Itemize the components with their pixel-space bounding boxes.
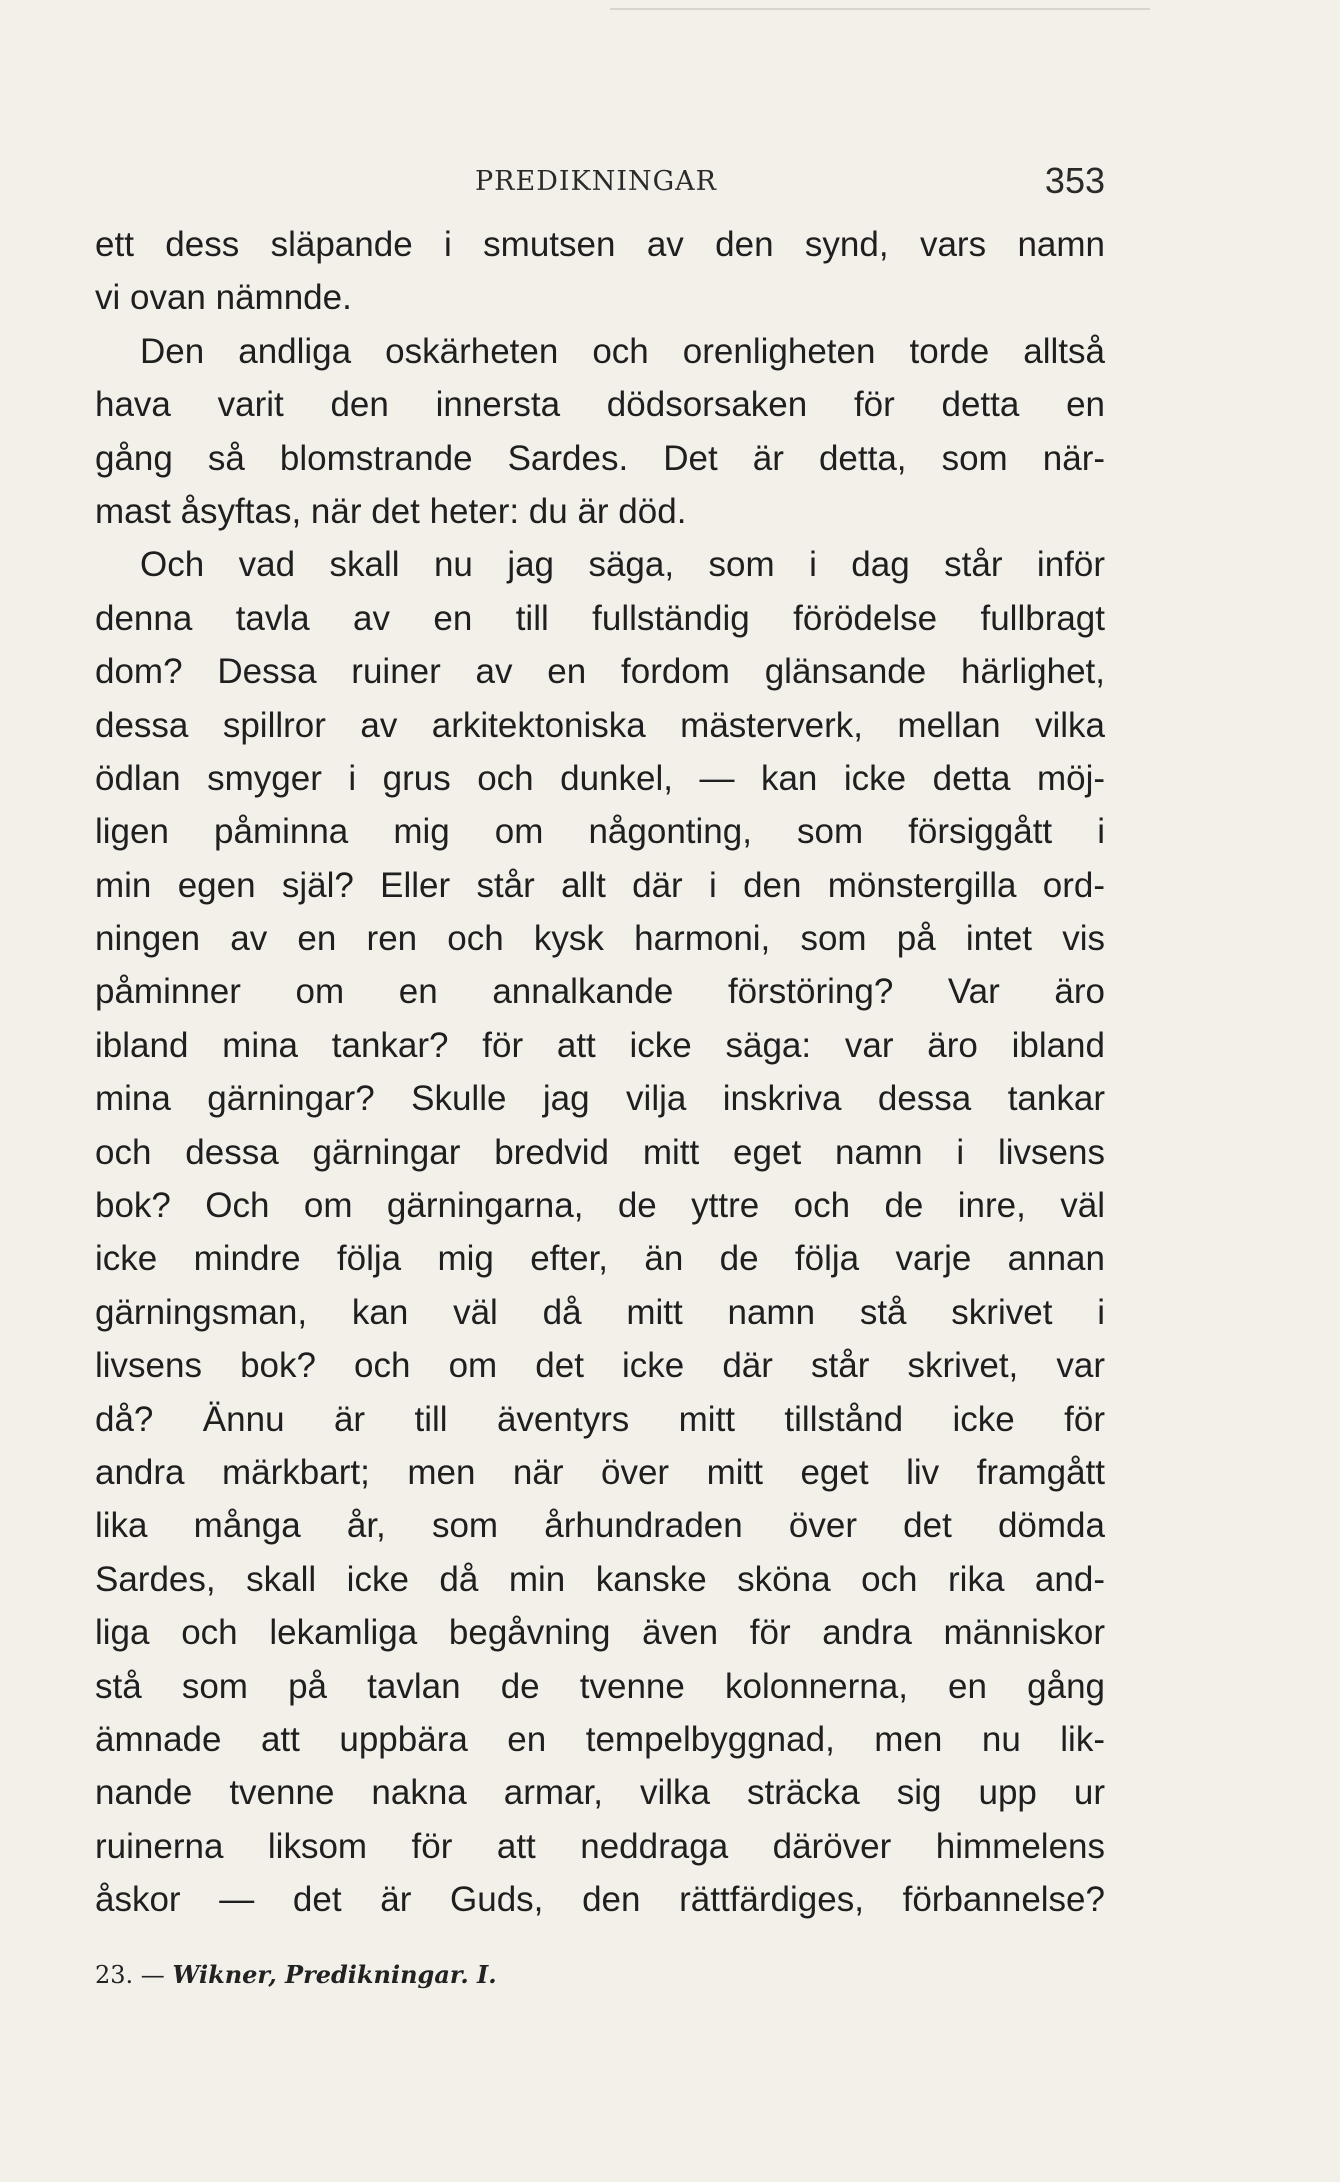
text-line: påminner om en annalkande förstöring? Var äro	[95, 972, 1105, 1012]
text-line: lika många år, som århundraden över det dömda	[95, 1506, 1105, 1546]
text-line: gärningsman, kan väl då mitt namn stå skrivet i	[95, 1292, 1105, 1332]
text-line: mast åsyftas, när det heter: du är död.	[95, 491, 687, 531]
text-line: gång så blomstrande Sardes. Det är detta, som när-	[95, 438, 1105, 478]
text-line: hava varit den innersta dödsorsaken för detta en	[95, 385, 1105, 425]
text-line: bok? Och om gärningarna, de yttre och de inre, väl	[95, 1186, 1105, 1226]
text-line: åskor — det är Guds, den rättfärdiges, förbannelse?	[95, 1880, 1105, 1920]
text-line: mina gärningar? Skulle jag vilja inskriva dessa tankar	[95, 1079, 1105, 1119]
text-line: Och vad skall nu jag säga, som i dag står inför	[140, 545, 1105, 585]
running-head: PREDIKNINGAR	[475, 166, 718, 197]
text-line: stå som på tavlan de tvenne kolonnerna, en gång	[95, 1666, 1105, 1706]
text-line: dessa spillror av arkitektoniska mästerverk, mellan vilka	[95, 705, 1105, 745]
top-edge-line	[610, 8, 1150, 10]
text-line: ämnade att uppbära en tempelbyggnad, men nu lik-	[95, 1719, 1105, 1759]
text-line: Sardes, skall icke då min kanske sköna och rika and-	[95, 1559, 1105, 1599]
text-line: ett dess släpande i smutsen av den synd, vars namn	[95, 225, 1105, 264]
text-line: denna tavla av en till fullständig förödelse fullbragt	[95, 598, 1105, 638]
signature-footer	[95, 1960, 497, 1989]
page-header	[95, 160, 1105, 200]
text-line: vi ovan nämnde.	[95, 278, 352, 318]
text-line: ibland mina tankar? för att icke säga: var äro ibland	[95, 1025, 1105, 1065]
text-line: icke mindre följa mig efter, än de följa varje annan	[95, 1239, 1105, 1279]
text-line: då? Ännu är till äventyrs mitt tillstånd icke för	[95, 1399, 1105, 1439]
text-line: dom? Dessa ruiner av en fordom glänsande härlighet,	[95, 652, 1105, 692]
text-line: andra märkbart; men när över mitt eget liv framgått	[95, 1452, 1105, 1492]
text-line: livsens bok? och om det icke där står skrivet, var	[95, 1346, 1105, 1386]
text-line: ruinerna liksom för att neddraga däröver himmelens	[95, 1826, 1105, 1866]
text-line: liga och lekamliga begåvning även för andra människor	[95, 1613, 1105, 1653]
page-number: 353	[1044, 160, 1105, 201]
body-text	[95, 218, 1105, 1927]
text-line: ningen av en ren och kysk harmoni, som på intet vis	[95, 919, 1105, 959]
text-line: ligen påminna mig om någonting, som försiggått i	[95, 812, 1105, 852]
text-line: nande tvenne nakna armar, vilka sträcka sig upp ur	[95, 1773, 1105, 1813]
signature-text: Wikner, Predikningar. I.	[172, 1960, 497, 1989]
signature-number: 23. —	[95, 1961, 165, 1989]
text-line: min egen själ? Eller står allt där i den mönstergilla ord-	[95, 865, 1105, 905]
text-line: Den andliga oskärheten och orenligheten torde alltså	[140, 331, 1105, 371]
text-line: ödlan smyger i grus och dunkel, — kan icke detta möj-	[95, 758, 1105, 798]
text-line: och dessa gärningar bredvid mitt eget namn i livsens	[95, 1132, 1105, 1172]
